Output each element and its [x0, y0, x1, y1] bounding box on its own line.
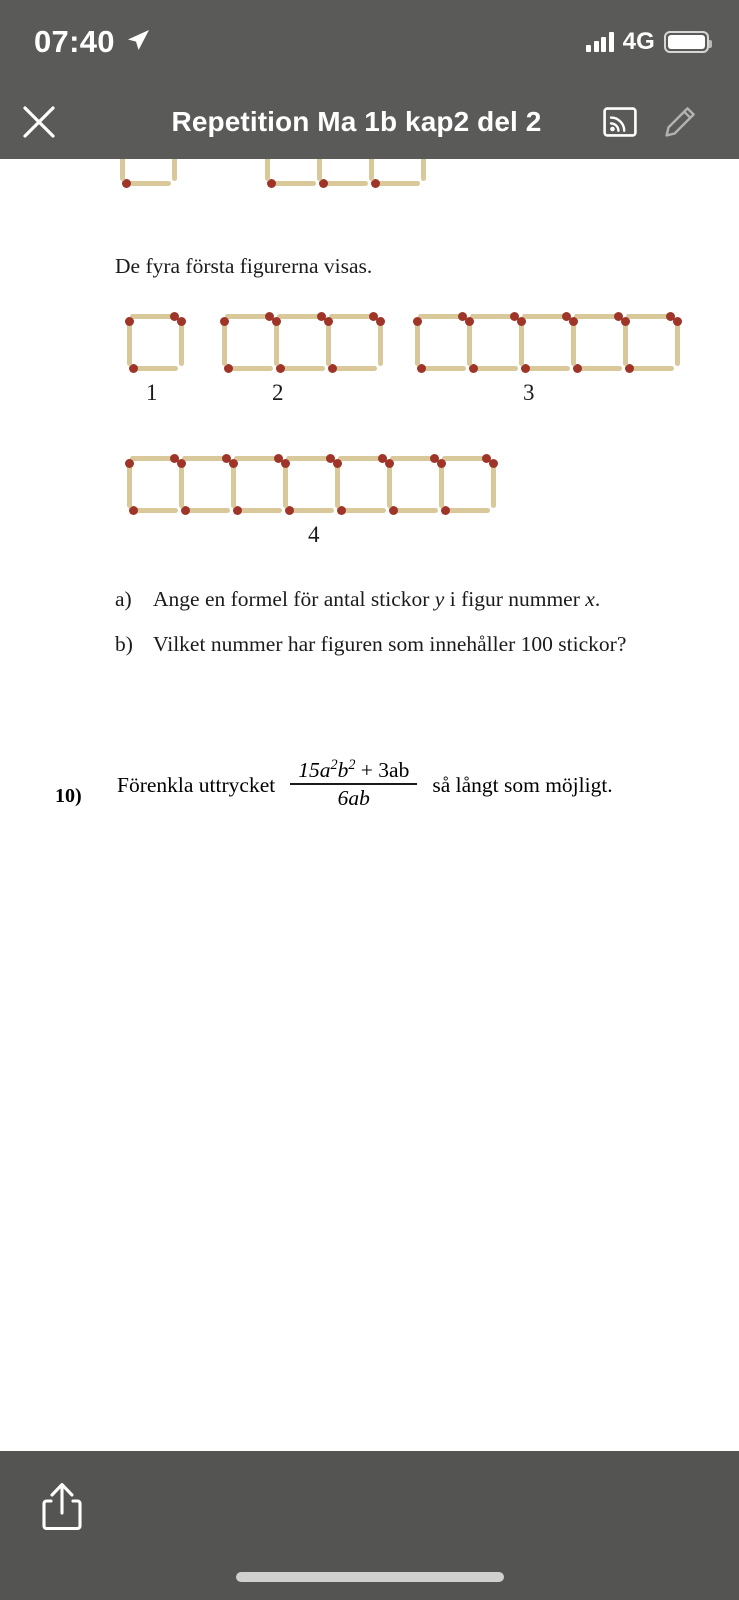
question-b-text: Vilket nummer har figuren som innehåller 100 stickor?	[153, 632, 627, 656]
matchstick-vertical	[317, 159, 322, 181]
share-upload-icon	[38, 1481, 86, 1531]
matchstick-vertical	[421, 159, 426, 181]
matchstick-head	[125, 459, 134, 468]
figure-number-label: 3	[523, 380, 535, 405]
matchstick-head	[281, 459, 290, 468]
battery-full-icon	[664, 31, 709, 53]
problem-10-number: 10)	[55, 785, 82, 807]
matchstick-head	[333, 459, 342, 468]
matchstick-figure	[222, 314, 384, 374]
bottom-toolbar	[0, 1451, 739, 1600]
question-a-letter: a)	[115, 587, 132, 611]
matchstick-head	[465, 317, 474, 326]
matchstick-head	[229, 459, 238, 468]
status-bar-left	[34, 24, 151, 60]
status-bar-right	[586, 28, 709, 56]
close-button[interactable]	[0, 84, 78, 159]
matchstick-head	[517, 317, 526, 326]
figure-row-1	[0, 307, 739, 412]
problem-10	[55, 757, 613, 811]
question-a	[115, 587, 600, 612]
matchstick-head	[324, 317, 333, 326]
matchstick-head	[569, 317, 578, 326]
status-bar	[0, 0, 739, 84]
question-b	[115, 632, 626, 657]
matchstick-head	[413, 317, 422, 326]
matchstick-figure	[127, 456, 497, 516]
screen-cast-icon[interactable]	[603, 107, 637, 137]
question-b-letter: b)	[115, 632, 133, 656]
close-x-icon	[20, 103, 58, 141]
figure-row-2	[0, 449, 739, 554]
matchstick-head	[220, 317, 229, 326]
fraction-numerator: $15a^2b^2 + 3ab$	[298, 757, 410, 783]
matchstick-head	[489, 459, 498, 468]
status-time: 07:40	[34, 24, 115, 59]
partial-figure-row	[0, 159, 739, 211]
location-arrow-icon	[125, 27, 151, 58]
pencil-edit-icon[interactable]	[663, 105, 697, 139]
network-type-label: 4G	[622, 28, 655, 55]
cellular-signal-icon	[586, 32, 614, 52]
figure-number-label: 4	[308, 522, 320, 547]
matchstick-head	[376, 317, 385, 326]
matchstick-figure	[120, 159, 178, 189]
matchstick-figure	[415, 314, 681, 374]
share-button[interactable]	[34, 1477, 90, 1535]
intro-text: De fyra första figurerna visas.	[115, 254, 373, 278]
page-title: Repetition Ma 1b kap2 del 2	[171, 105, 542, 137]
problem-10-body	[117, 757, 613, 811]
matchstick-head	[177, 459, 186, 468]
toolbar-actions	[603, 105, 739, 139]
matchstick-vertical	[172, 159, 177, 181]
fraction-denominator: 6ab	[337, 786, 370, 811]
top-toolbar	[0, 84, 739, 159]
question-a-text: Ange en formel för antal stickor y i figur nummer x.	[153, 587, 601, 611]
matchstick-figure	[265, 159, 427, 189]
matchstick-figure	[127, 314, 185, 374]
figure-number-label: 2	[272, 380, 284, 405]
matchstick-head	[673, 317, 682, 326]
problem-10-lead-text: Förenkla uttrycket	[117, 772, 276, 797]
problem-10-tail-text: så långt som möjligt.	[432, 772, 613, 797]
matchstick-vertical	[120, 159, 125, 181]
matchstick-head	[437, 459, 446, 468]
matchstick-head	[621, 317, 630, 326]
matchstick-head	[125, 317, 134, 326]
matchstick-head	[177, 317, 186, 326]
matchstick-head	[385, 459, 394, 468]
matchstick-vertical	[369, 159, 374, 181]
matchstick-vertical	[265, 159, 270, 181]
home-indicator	[236, 1572, 504, 1582]
document-page[interactable]	[0, 159, 739, 1451]
matchstick-head	[272, 317, 281, 326]
fraction-expression	[290, 757, 417, 811]
figure-number-label: 1	[146, 380, 158, 405]
